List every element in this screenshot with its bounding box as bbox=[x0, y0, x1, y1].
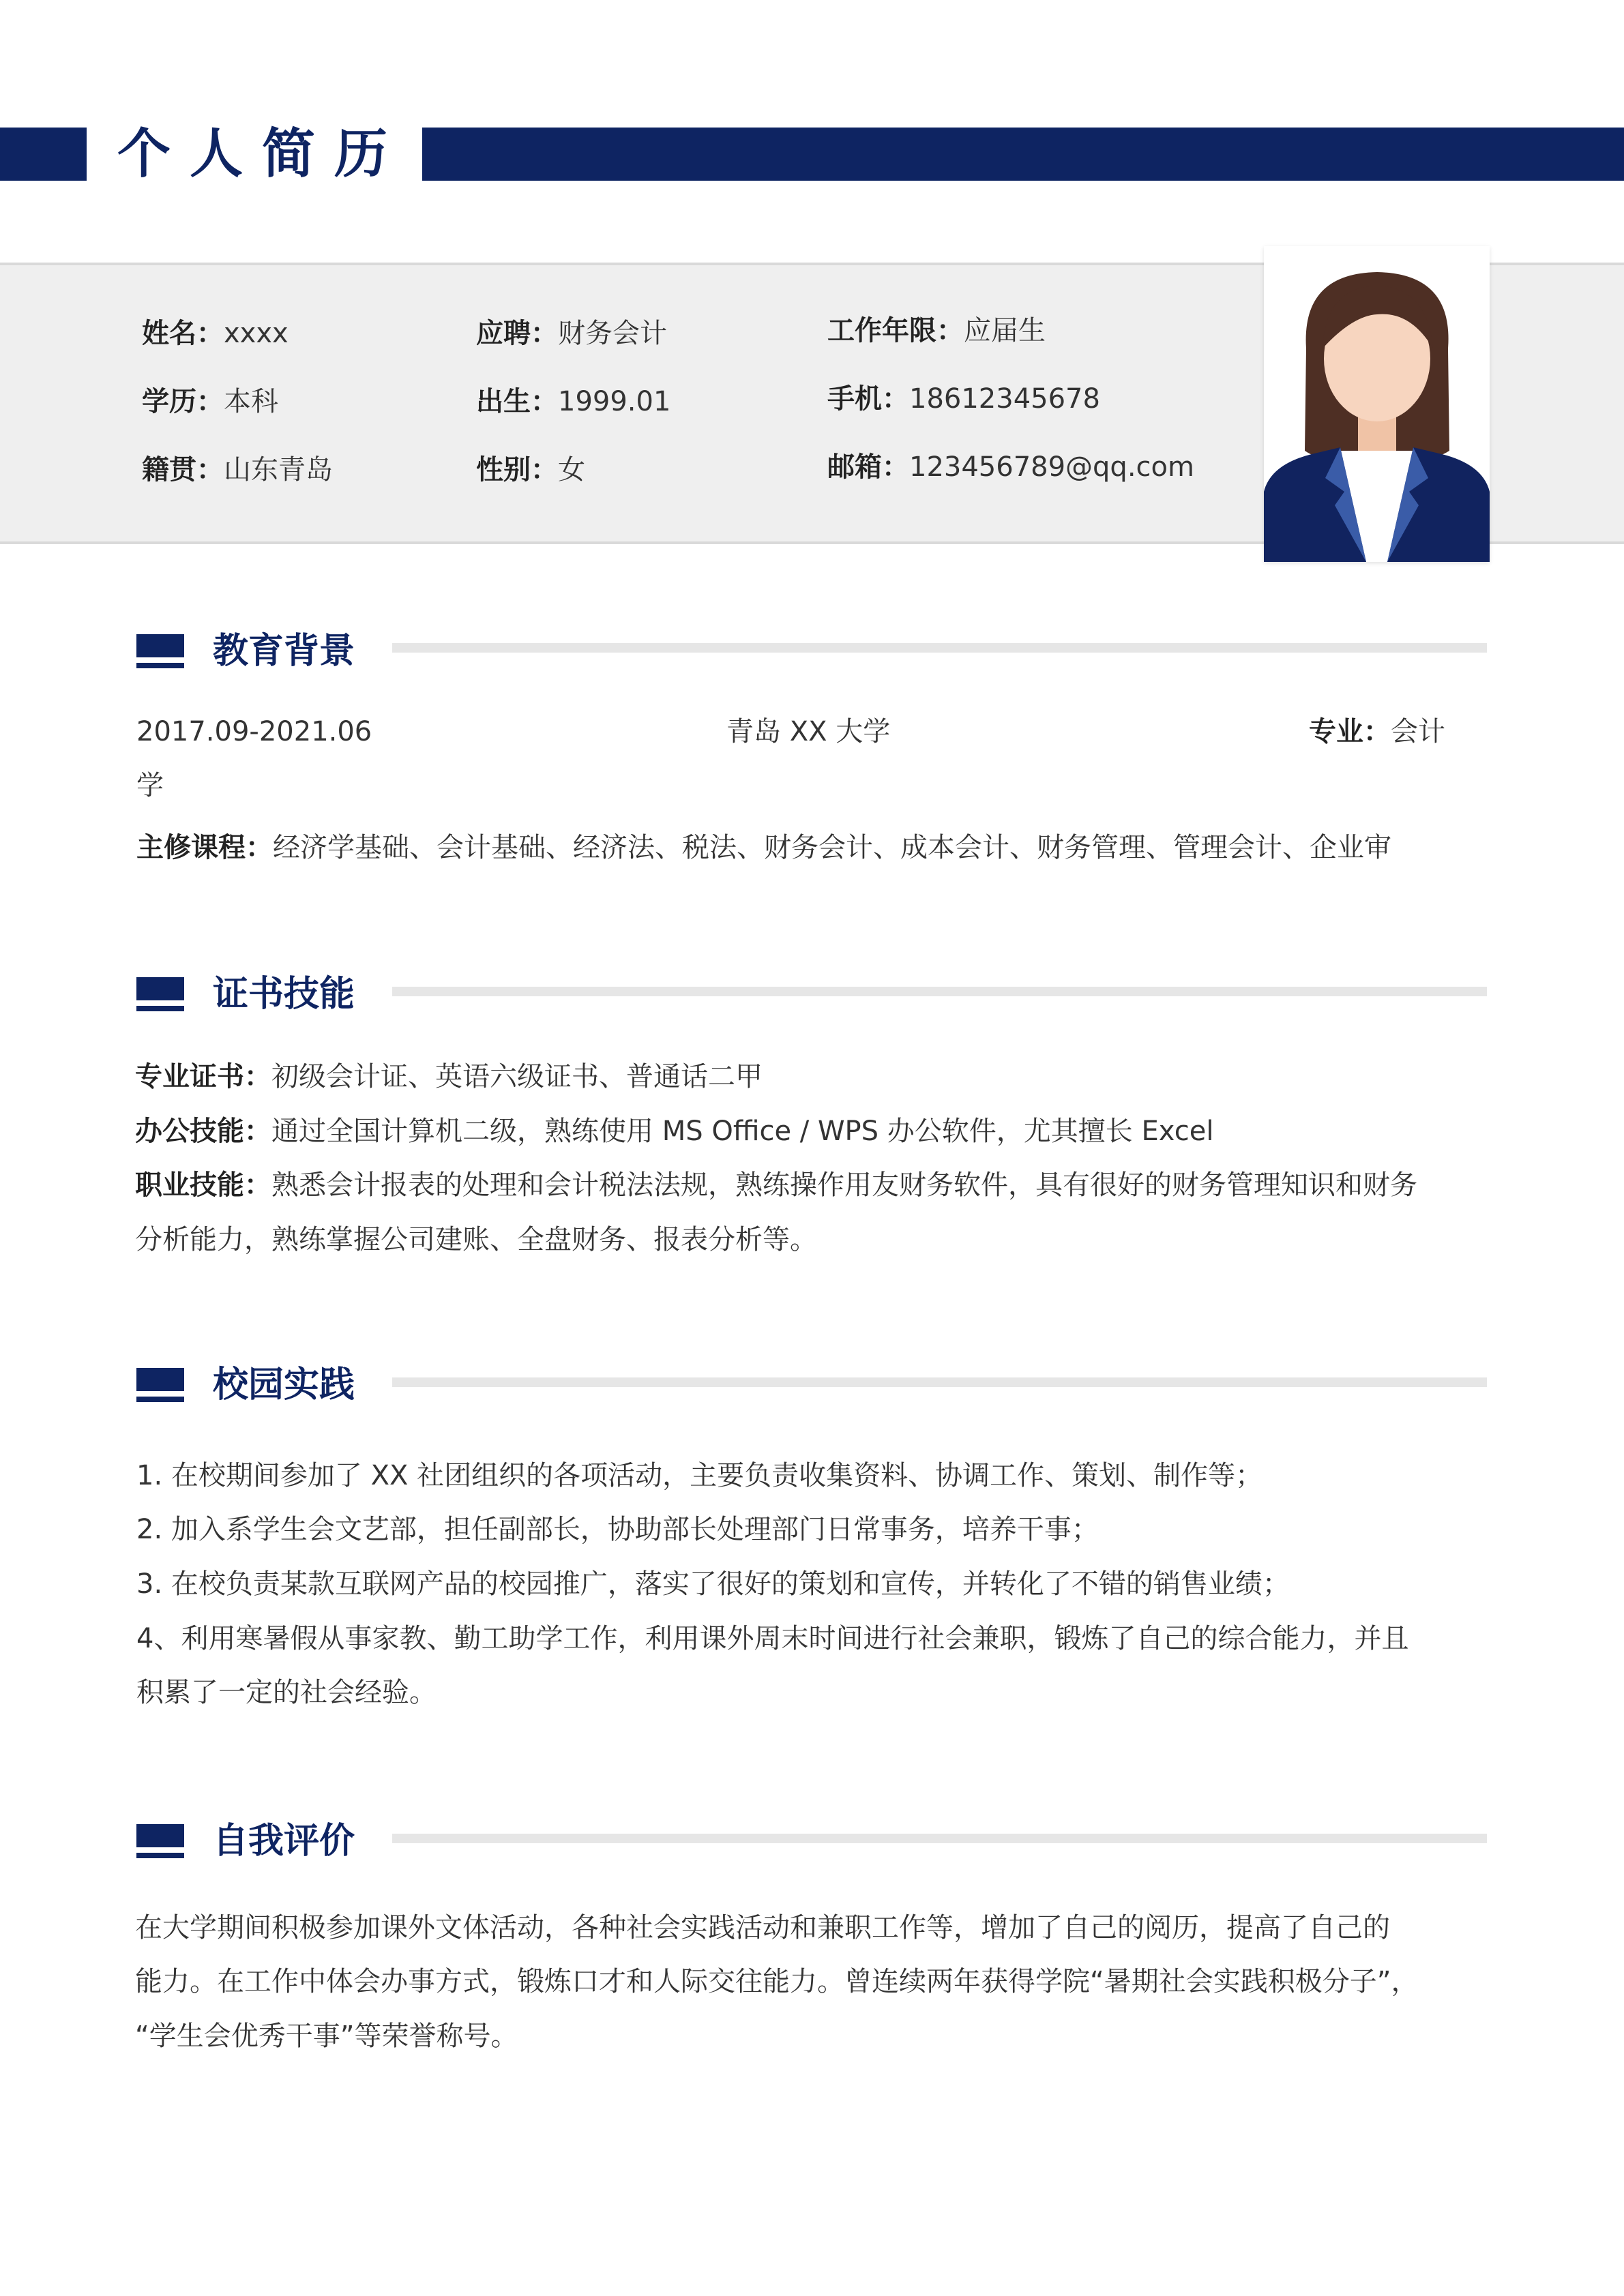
skills-professional-cont: 分析能力，熟练掌握公司建账、全盘财务、报表分析等。 bbox=[135, 1224, 817, 1255]
info-birth: 出生：1999.01 bbox=[476, 386, 671, 417]
campus-line: 积累了一定的社会经验。 bbox=[136, 1677, 437, 1708]
info-email: 邮箱：123456789@qq.com bbox=[827, 451, 1194, 483]
section-divider bbox=[392, 643, 1487, 653]
info-name: 姓名：xxxx bbox=[142, 318, 289, 349]
campus-line: 3. 在校负责某款互联网产品的校园推广，落实了很好的策划和宣传，并转化了不错的销售业绩； bbox=[136, 1568, 1290, 1600]
info-native: 籍贯：山东青岛 bbox=[142, 454, 333, 486]
title-bar-left bbox=[0, 128, 87, 181]
skills-certificates: 专业证书：初级会计证、英语六级证书、普通话二甲 bbox=[135, 1061, 763, 1092]
section-title-education: 教育背景 bbox=[213, 631, 355, 672]
section-title-skills: 证书技能 bbox=[213, 974, 355, 1015]
info-job: 应聘：财务会计 bbox=[476, 318, 667, 349]
section-bar-icon bbox=[136, 1368, 184, 1405]
section-divider bbox=[392, 1834, 1487, 1843]
section-bar-icon bbox=[136, 634, 184, 671]
campus-line: 2. 加入系学生会文艺部，担任副部长，协助部长处理部门日常事务，培养干事； bbox=[136, 1514, 1099, 1545]
info-gender: 性别：女 bbox=[476, 454, 585, 486]
campus-line: 1. 在校期间参加了 XX 社团组织的各项活动，主要负责收集资料、协调工作、策划、制作等； bbox=[136, 1460, 1263, 1491]
section-bar-icon bbox=[136, 977, 184, 1014]
info-years: 工作年限：应届生 bbox=[827, 315, 1046, 346]
self-eval-line: 在大学期间积极参加课外文体活动，各种社会实践活动和兼职工作等，增加了自己的阅历，提高了自己的 bbox=[135, 1912, 1390, 1943]
section-divider bbox=[392, 987, 1487, 996]
page-title: 个人简历 bbox=[117, 123, 407, 185]
info-phone: 手机：18612345678 bbox=[827, 383, 1100, 415]
title-bar-right bbox=[422, 128, 1624, 181]
self-eval-line: 能力。在工作中体会办事方式，锻炼口才和人际交往能力。曾连续两年获得学院“暑期社会实践积极分子”， bbox=[135, 1966, 1419, 1997]
skills-office: 办公技能：通过全国计算机二级，熟练使用 MS Office / WPS 办公软件，尤其擅长 Excel bbox=[135, 1116, 1214, 1147]
education-courses: 主修课程：经济学基础、会计基础、经济法、税法、财务会计、成本会计、财务管理、管理会计、企业审 bbox=[136, 832, 1391, 863]
section-bar-icon bbox=[136, 1824, 184, 1861]
campus-line: 4、利用寒暑假从事家教、勤工助学工作，利用课外周末时间进行社会兼职，锻炼了自己的综合能力，并且 bbox=[136, 1623, 1409, 1654]
section-title-campus: 校园实践 bbox=[213, 1365, 355, 1405]
education-period: 2017.09-2021.06 bbox=[136, 716, 372, 747]
section-title-self-eval: 自我评价 bbox=[213, 1821, 355, 1862]
avatar-illustration bbox=[1264, 246, 1490, 562]
avatar-photo bbox=[1264, 246, 1490, 562]
education-major: 专业：会计 bbox=[1309, 716, 1445, 747]
info-education: 学历：本科 bbox=[142, 386, 278, 417]
self-eval-line: “学生会优秀干事”等荣誉称号。 bbox=[135, 2021, 518, 2052]
education-major-wrap: 学 bbox=[136, 770, 164, 801]
section-divider bbox=[392, 1377, 1487, 1387]
education-school: 青岛 XX 大学 bbox=[726, 716, 891, 747]
skills-professional: 职业技能：熟悉会计报表的处理和会计税法法规，熟练操作用友财务软件，具有很好的财务管理知识和财务 bbox=[135, 1169, 1417, 1201]
